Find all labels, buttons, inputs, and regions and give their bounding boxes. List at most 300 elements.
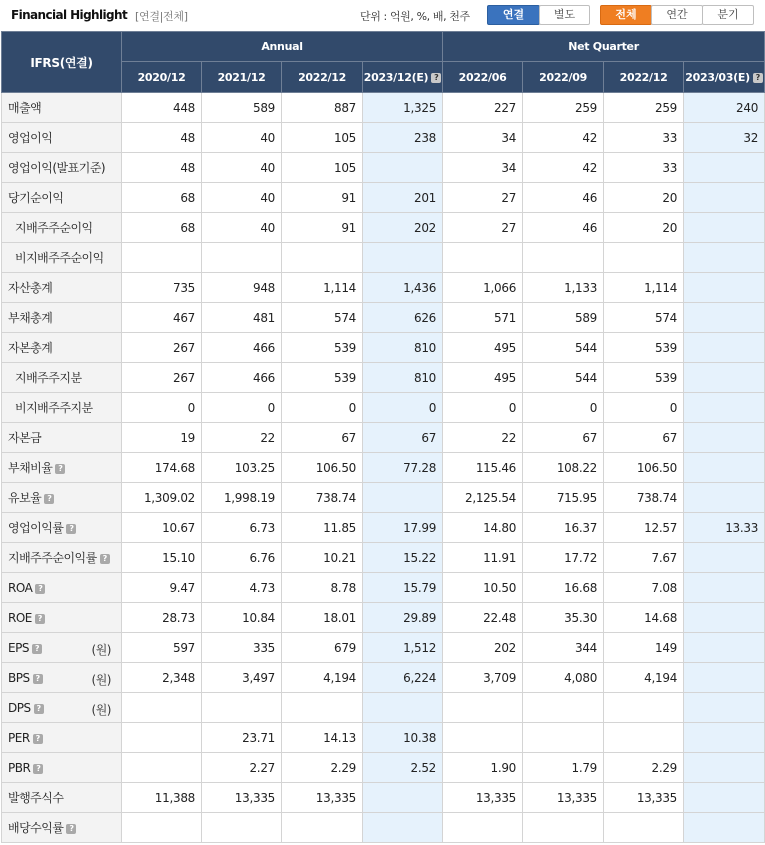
row-label: DPS [8, 700, 31, 715]
value-cell [684, 693, 765, 723]
value-cell: 2.29 [282, 753, 363, 783]
help-icon[interactable]: ? [66, 524, 76, 534]
row-label: 비지배주주순이익 [15, 251, 104, 265]
value-cell: 259 [604, 93, 684, 123]
period-label: 2022/09 [539, 70, 587, 84]
value-cell: 3,709 [443, 663, 523, 693]
row-label-cell [2, 123, 122, 153]
value-cell [684, 213, 765, 243]
help-icon[interactable]: ? [44, 494, 54, 504]
value-cell: 7.67 [604, 543, 684, 573]
row-unit: (원) [91, 643, 111, 657]
value-cell: 68 [122, 183, 202, 213]
period-header [443, 62, 523, 93]
help-icon[interactable]: ? [35, 614, 45, 624]
help-icon[interactable]: ? [55, 464, 65, 474]
row-label: 자본총계 [8, 341, 53, 355]
row-label-cell [2, 723, 122, 753]
row-label-cell [2, 333, 122, 363]
value-cell: 0 [122, 393, 202, 423]
row-label: 부채총계 [8, 311, 53, 325]
row-label-cell [2, 693, 122, 723]
value-cell [684, 663, 765, 693]
row-label: BPS [8, 670, 30, 685]
table-row [2, 123, 765, 153]
quarter-group-header: Net Quarter [443, 32, 765, 62]
table-row [2, 393, 765, 423]
value-cell: 35.30 [523, 603, 604, 633]
value-cell: 23.71 [202, 723, 282, 753]
value-cell: 7.08 [604, 573, 684, 603]
all-period-button[interactable]: 전체 [600, 5, 652, 25]
row-unit: (원) [91, 703, 111, 717]
value-cell: 201 [363, 183, 443, 213]
table-row [2, 243, 765, 273]
value-cell: 8.78 [282, 573, 363, 603]
value-cell [684, 723, 765, 753]
row-unit: (원) [91, 673, 111, 687]
value-cell: 91 [282, 213, 363, 243]
row-label-cell [2, 783, 122, 813]
row-label-cell [2, 543, 122, 573]
table-row [2, 423, 765, 453]
value-cell [523, 723, 604, 753]
value-cell: 495 [443, 363, 523, 393]
value-cell [443, 723, 523, 753]
value-cell: 539 [604, 363, 684, 393]
row-label: 유보율 [8, 491, 42, 505]
row-label-cell [2, 483, 122, 513]
value-cell: 29.89 [363, 603, 443, 633]
row-label-cell [2, 573, 122, 603]
row-label: 배당수익률 [8, 821, 64, 835]
value-cell: 18.01 [282, 603, 363, 633]
value-cell: 1,512 [363, 633, 443, 663]
value-cell: 735 [122, 273, 202, 303]
value-cell: 15.22 [363, 543, 443, 573]
row-label-cell [2, 423, 122, 453]
value-cell: 571 [443, 303, 523, 333]
value-cell [684, 363, 765, 393]
value-cell: 240 [684, 93, 765, 123]
value-cell [202, 243, 282, 273]
value-cell: 4,194 [282, 663, 363, 693]
value-cell: 17.99 [363, 513, 443, 543]
value-cell: 106.50 [604, 453, 684, 483]
value-cell: 14.80 [443, 513, 523, 543]
value-cell: 40 [202, 213, 282, 243]
value-cell: 103.25 [202, 453, 282, 483]
row-label-cell [2, 603, 122, 633]
value-cell: 1,133 [523, 273, 604, 303]
value-cell [684, 813, 765, 843]
value-cell [363, 813, 443, 843]
value-cell: 34 [443, 153, 523, 183]
value-cell: 597 [122, 633, 202, 663]
value-cell: 68 [122, 213, 202, 243]
row-label: 영업이익 [8, 131, 53, 145]
row-label: 매출액 [8, 101, 42, 115]
value-cell: 626 [363, 303, 443, 333]
value-cell: 466 [202, 333, 282, 363]
value-cell: 0 [282, 393, 363, 423]
help-icon[interactable]: ? [35, 584, 45, 594]
value-cell: 715.95 [523, 483, 604, 513]
period-header [363, 62, 443, 93]
row-label: ROE [8, 610, 32, 625]
row-label-cell [2, 213, 122, 243]
period-header [122, 62, 202, 93]
value-cell: 1,325 [363, 93, 443, 123]
value-cell: 202 [443, 633, 523, 663]
scope-toggle [487, 5, 590, 25]
value-cell: 4,080 [523, 663, 604, 693]
value-cell: 34 [443, 123, 523, 153]
value-cell: 14.68 [604, 603, 684, 633]
value-cell: 11,388 [122, 783, 202, 813]
value-cell: 481 [202, 303, 282, 333]
value-cell [443, 813, 523, 843]
period-header [684, 62, 765, 93]
table-row [2, 333, 765, 363]
value-cell [443, 243, 523, 273]
row-label-cell [2, 813, 122, 843]
value-cell: 27 [443, 213, 523, 243]
table-row [2, 183, 765, 213]
value-cell: 6,224 [363, 663, 443, 693]
row-label: EPS [8, 640, 29, 655]
value-cell: 10.38 [363, 723, 443, 753]
value-cell: 448 [122, 93, 202, 123]
period-header [202, 62, 282, 93]
value-cell: 91 [282, 183, 363, 213]
value-cell: 40 [202, 183, 282, 213]
row-label: 지배주주순이익률 [8, 551, 97, 565]
value-cell: 13,335 [202, 783, 282, 813]
value-cell: 115.46 [443, 453, 523, 483]
value-cell: 810 [363, 333, 443, 363]
row-label-cell [2, 303, 122, 333]
value-cell: 22 [202, 423, 282, 453]
value-cell: 1,066 [443, 273, 523, 303]
row-label: 자산총계 [8, 281, 53, 295]
value-cell: 4,194 [604, 663, 684, 693]
period-label: 2022/12 [298, 70, 346, 84]
table-row [2, 213, 765, 243]
row-label: 지배주주순이익 [15, 221, 93, 235]
row-label-cell [2, 453, 122, 483]
annual-group-header: Annual [122, 32, 443, 62]
value-cell: 10.21 [282, 543, 363, 573]
value-cell [604, 693, 684, 723]
row-label-cell [2, 663, 122, 693]
value-cell [684, 633, 765, 663]
value-cell: 0 [523, 393, 604, 423]
value-cell: 46 [523, 213, 604, 243]
value-cell: 679 [282, 633, 363, 663]
row-label: 자본금 [8, 431, 42, 445]
value-cell: 10.84 [202, 603, 282, 633]
value-cell [684, 483, 765, 513]
table-row [2, 723, 765, 753]
value-cell: 13,335 [523, 783, 604, 813]
period-header [604, 62, 684, 93]
value-cell [684, 273, 765, 303]
value-cell: 14.13 [282, 723, 363, 753]
value-cell: 108.22 [523, 453, 604, 483]
value-cell: 22 [443, 423, 523, 453]
value-cell: 149 [604, 633, 684, 663]
value-cell: 6.73 [202, 513, 282, 543]
help-icon[interactable]: ? [100, 554, 110, 564]
value-cell [523, 813, 604, 843]
row-label-cell [2, 633, 122, 663]
value-cell: 810 [363, 363, 443, 393]
value-cell: 20 [604, 183, 684, 213]
value-cell [684, 423, 765, 453]
value-cell: 42 [523, 123, 604, 153]
value-cell [122, 813, 202, 843]
value-cell: 42 [523, 153, 604, 183]
row-label: 당기순이익 [8, 191, 64, 205]
help-icon[interactable]: ? [33, 734, 43, 744]
separate-button[interactable]: 별도 [539, 5, 590, 25]
value-cell [363, 783, 443, 813]
row-label: 영업이익률 [8, 521, 64, 535]
value-cell: 238 [363, 123, 443, 153]
value-cell: 32 [684, 123, 765, 153]
table-row [2, 93, 765, 123]
period-label: 2021/12 [217, 70, 266, 84]
value-cell: 10.50 [443, 573, 523, 603]
value-cell: 574 [604, 303, 684, 333]
value-cell [282, 813, 363, 843]
table-row [2, 303, 765, 333]
value-cell [122, 693, 202, 723]
value-cell: 20 [604, 213, 684, 243]
row-label-cell [2, 183, 122, 213]
value-cell [684, 783, 765, 813]
help-icon[interactable]: ? [33, 764, 43, 774]
period-label: 2022/06 [458, 70, 507, 84]
value-cell: 11.91 [443, 543, 523, 573]
value-cell [684, 453, 765, 483]
table-row [2, 153, 765, 183]
value-cell: 948 [202, 273, 282, 303]
value-cell: 28.73 [122, 603, 202, 633]
value-cell: 335 [202, 633, 282, 663]
table-row [2, 543, 765, 573]
value-cell: 16.37 [523, 513, 604, 543]
value-cell: 4.73 [202, 573, 282, 603]
help-icon[interactable]: ? [34, 704, 44, 714]
value-cell: 67 [523, 423, 604, 453]
value-cell: 11.85 [282, 513, 363, 543]
value-cell [684, 183, 765, 213]
value-cell [684, 303, 765, 333]
value-cell: 17.72 [523, 543, 604, 573]
value-cell: 544 [523, 363, 604, 393]
value-cell: 13,335 [282, 783, 363, 813]
value-cell [363, 483, 443, 513]
row-label-cell [2, 513, 122, 543]
section-subtitle: [연결|전체] [135, 10, 188, 23]
value-cell [282, 693, 363, 723]
value-cell: 466 [202, 363, 282, 393]
value-cell: 19 [122, 423, 202, 453]
value-cell [684, 603, 765, 633]
value-cell [443, 693, 523, 723]
value-cell: 2.29 [604, 753, 684, 783]
value-cell: 589 [523, 303, 604, 333]
quarter-button[interactable]: 분기 [702, 5, 754, 25]
value-cell: 13,335 [443, 783, 523, 813]
row-label: ROA [8, 580, 33, 595]
value-cell: 589 [202, 93, 282, 123]
value-cell: 539 [282, 333, 363, 363]
table-row [2, 753, 765, 783]
value-cell: 267 [122, 363, 202, 393]
value-cell: 106.50 [282, 453, 363, 483]
value-cell [684, 753, 765, 783]
period-label: 2020/12 [137, 70, 186, 84]
value-cell: 1,998.19 [202, 483, 282, 513]
row-label-cell [2, 753, 122, 783]
value-cell: 344 [523, 633, 604, 663]
value-cell: 0 [604, 393, 684, 423]
value-cell [122, 243, 202, 273]
table-body [2, 93, 765, 843]
value-cell: 0 [363, 393, 443, 423]
value-cell: 48 [122, 123, 202, 153]
value-cell: 105 [282, 153, 363, 183]
value-cell: 574 [282, 303, 363, 333]
value-cell [363, 243, 443, 273]
period-toggle [600, 5, 754, 25]
row-label: 영업이익(발표기준) [8, 161, 106, 175]
table-row [2, 603, 765, 633]
value-cell: 6.76 [202, 543, 282, 573]
value-cell: 77.28 [363, 453, 443, 483]
table-row [2, 483, 765, 513]
value-cell [684, 153, 765, 183]
row-label: PER [8, 730, 30, 745]
value-cell: 12.57 [604, 513, 684, 543]
help-icon[interactable]: ? [431, 73, 441, 83]
row-label: 비지배주주지분 [15, 401, 93, 415]
annual-button[interactable]: 연간 [651, 5, 703, 25]
row-label: 발행주식수 [8, 791, 64, 805]
table-row [2, 273, 765, 303]
value-cell: 67 [282, 423, 363, 453]
value-cell: 0 [443, 393, 523, 423]
table-row [2, 453, 765, 483]
corner-header: IFRS(연결) [2, 32, 122, 93]
value-cell [363, 693, 443, 723]
value-cell: 13.33 [684, 513, 765, 543]
period-header [523, 62, 604, 93]
period-label: 2022/12 [619, 70, 668, 84]
value-cell [122, 723, 202, 753]
row-label: 부채비율 [8, 461, 53, 475]
value-cell: 267 [122, 333, 202, 363]
value-cell: 1,436 [363, 273, 443, 303]
value-cell: 495 [443, 333, 523, 363]
row-label-cell [2, 273, 122, 303]
value-cell: 1.79 [523, 753, 604, 783]
period-header [282, 62, 363, 93]
value-cell: 16.68 [523, 573, 604, 603]
value-cell: 738.74 [282, 483, 363, 513]
row-label-cell [2, 153, 122, 183]
table-row [2, 783, 765, 813]
value-cell: 67 [363, 423, 443, 453]
value-cell: 539 [282, 363, 363, 393]
value-cell: 539 [604, 333, 684, 363]
unit-note: 단위 : 억원, %, 배, 천주 [360, 10, 470, 23]
value-cell: 1,309.02 [122, 483, 202, 513]
value-cell: 13,335 [604, 783, 684, 813]
value-cell: 33 [604, 153, 684, 183]
value-cell: 40 [202, 153, 282, 183]
value-cell: 738.74 [604, 483, 684, 513]
value-cell [282, 243, 363, 273]
value-cell: 2,125.54 [443, 483, 523, 513]
row-label-cell [2, 363, 122, 393]
help-icon[interactable]: ? [33, 674, 43, 684]
value-cell [684, 573, 765, 603]
table-row [2, 363, 765, 393]
value-cell [684, 243, 765, 273]
value-cell: 10.67 [122, 513, 202, 543]
table-row [2, 513, 765, 543]
value-cell [604, 813, 684, 843]
row-label: 지배주주지분 [15, 371, 82, 385]
value-cell: 202 [363, 213, 443, 243]
consolidated-button[interactable]: 연결 [487, 5, 540, 25]
value-cell [122, 753, 202, 783]
value-cell: 67 [604, 423, 684, 453]
table-row [2, 693, 765, 723]
table-row [2, 573, 765, 603]
value-cell: 33 [604, 123, 684, 153]
value-cell: 227 [443, 93, 523, 123]
value-cell: 15.79 [363, 573, 443, 603]
row-label-cell [2, 93, 122, 123]
value-cell [363, 153, 443, 183]
value-cell: 259 [523, 93, 604, 123]
help-icon[interactable]: ? [32, 644, 42, 654]
value-cell: 40 [202, 123, 282, 153]
value-cell [604, 723, 684, 753]
value-cell [684, 393, 765, 423]
value-cell: 544 [523, 333, 604, 363]
value-cell [523, 693, 604, 723]
value-cell: 2.27 [202, 753, 282, 783]
value-cell: 467 [122, 303, 202, 333]
value-cell: 2,348 [122, 663, 202, 693]
value-cell: 46 [523, 183, 604, 213]
help-icon[interactable]: ? [66, 824, 76, 834]
row-label-cell [2, 243, 122, 273]
table-row [2, 633, 765, 663]
help-icon[interactable]: ? [753, 73, 763, 83]
value-cell [604, 243, 684, 273]
value-cell: 105 [282, 123, 363, 153]
value-cell: 887 [282, 93, 363, 123]
table-row [2, 813, 765, 843]
table-row [2, 663, 765, 693]
